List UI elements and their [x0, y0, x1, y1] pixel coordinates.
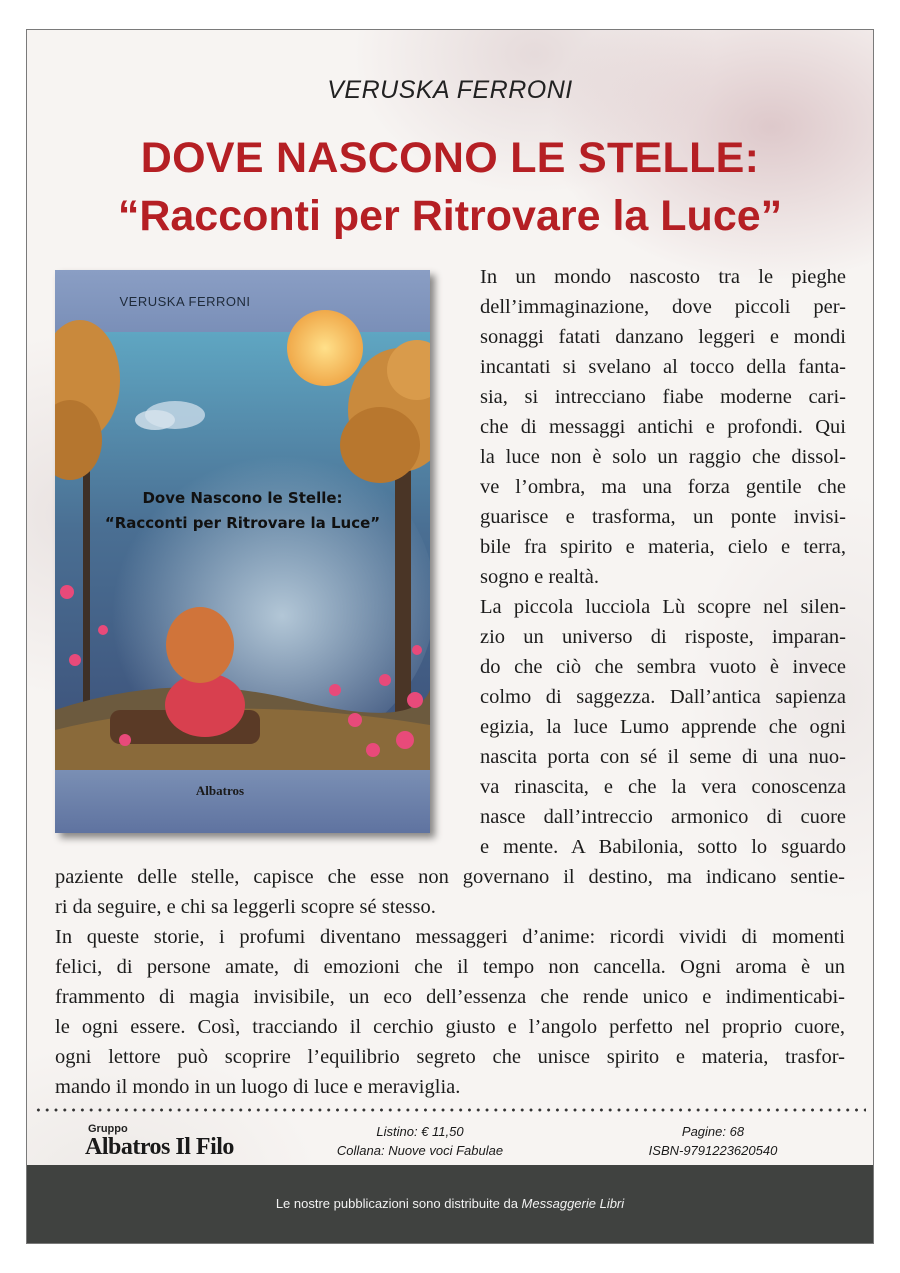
- footer-text: Le nostre pubblicazioni sono distribuite da: [275, 1196, 522, 1211]
- text-line: nasce dall’intreccio armonico di cuore: [480, 806, 846, 828]
- text-line: guarisce e trasforma, un ponte invisi-: [480, 506, 846, 528]
- text-line: paziente delle stelle, capisce che esse non governano il destino, ma indicano sentie-: [55, 866, 845, 888]
- text-line: ogni lettore può scoprire l’equilibrio segreto che unisce spirito e materia, trasfor-: [55, 1046, 845, 1068]
- text-line: egizia, la luce Lumo apprende che ogni: [480, 716, 846, 738]
- author-name: VERUSKA FERRONI: [327, 76, 573, 104]
- text-line: ve l’ombra, ma una forza gentile che: [480, 476, 846, 498]
- text-line: zio un universo di risposte, imparan-: [480, 626, 846, 648]
- text-line: nascita porta con sé il seme di una nuo-: [480, 746, 846, 768]
- text-line: va rinascita, e che la vera conoscenza: [480, 776, 846, 798]
- cover-title: [55, 486, 430, 536]
- cover-title-line1: Dove Nascono le Stelle:: [142, 489, 343, 507]
- text-line: In un mondo nascosto tra le pieghe: [480, 266, 846, 288]
- cover-author: VERUSKA FERRONI: [119, 294, 251, 309]
- text-line: dell’immaginazione, dove piccoli per-: [480, 296, 846, 318]
- text-line: la luce non è solo un raggio che dissol-: [480, 446, 846, 468]
- footer-distributor: Messaggerie Libri: [521, 1196, 625, 1211]
- text-line: le ogni essere. Così, tracciando il cerchio giusto e l’angolo perfetto nel proprio cuore,: [55, 1016, 845, 1038]
- description-full-width: [55, 862, 845, 1102]
- text-line: do che ciò che sembra vuoto è invece: [480, 656, 846, 678]
- text-line: sia, si intrecciano fiabe moderne cari-: [480, 386, 846, 408]
- cover-illustration: [55, 270, 430, 833]
- book-title-line2: “Racconti per Ritrovare la Luce”: [117, 192, 783, 240]
- text-line: La piccola lucciola Lù scopre nel silen-: [480, 596, 846, 618]
- pages-info: Pagine: 68: [681, 1124, 745, 1139]
- isbn-info: ISBN-9791223620540: [648, 1143, 778, 1158]
- publisher-logo: Albatros Il Filo: [85, 1134, 234, 1160]
- book-title-line1: DOVE NASCONO LE STELLE:: [140, 134, 760, 182]
- text-line: In queste storie, i profumi diventano messaggeri d’anime: ricordi vividi di momenti: [55, 926, 845, 948]
- text-line: felici, di persone amate, di emozioni che il tempo non cancella. Ogni aroma è un: [55, 956, 845, 978]
- dotted-divider: [34, 1107, 866, 1113]
- text-line: incantati si svelano al tocco della fanta-: [480, 356, 846, 378]
- text-line: colmo di saggezza. Dall’antica sapienza: [480, 686, 846, 708]
- cover-title-line2: “Racconti per Ritrovare la Luce”: [104, 514, 381, 532]
- book-cover-image: [55, 270, 430, 833]
- text-line: frammento di magia invisibile, un eco dell’essenza che rende unico e indimenticabi-: [55, 986, 845, 1008]
- text-line: bile fra spirito e materia, cielo e terra,: [480, 536, 846, 558]
- description-column: [480, 262, 846, 862]
- series-info: Collana: Nuove voci Fabulae: [336, 1143, 504, 1158]
- text-line: ri da seguire, e chi sa leggerli scopre sé stesso.: [55, 896, 436, 918]
- cover-publisher: Albatros: [195, 783, 245, 798]
- footer-distribution-note: [0, 1196, 900, 1211]
- text-line: mando il mondo in un luogo di luce e meraviglia.: [55, 1076, 461, 1098]
- text-line: e mente. A Babilonia, sotto lo sguardo: [480, 836, 846, 858]
- publisher-group-label: Gruppo: [88, 1123, 128, 1135]
- text-line: sonaggi fatati danzano leggeri e mondi: [480, 326, 846, 348]
- text-line: che di messaggi antichi e profondi. Qui: [480, 416, 846, 438]
- text-line: sogno e realtà.: [480, 566, 599, 588]
- price-info: Listino: € 11,50: [376, 1124, 464, 1139]
